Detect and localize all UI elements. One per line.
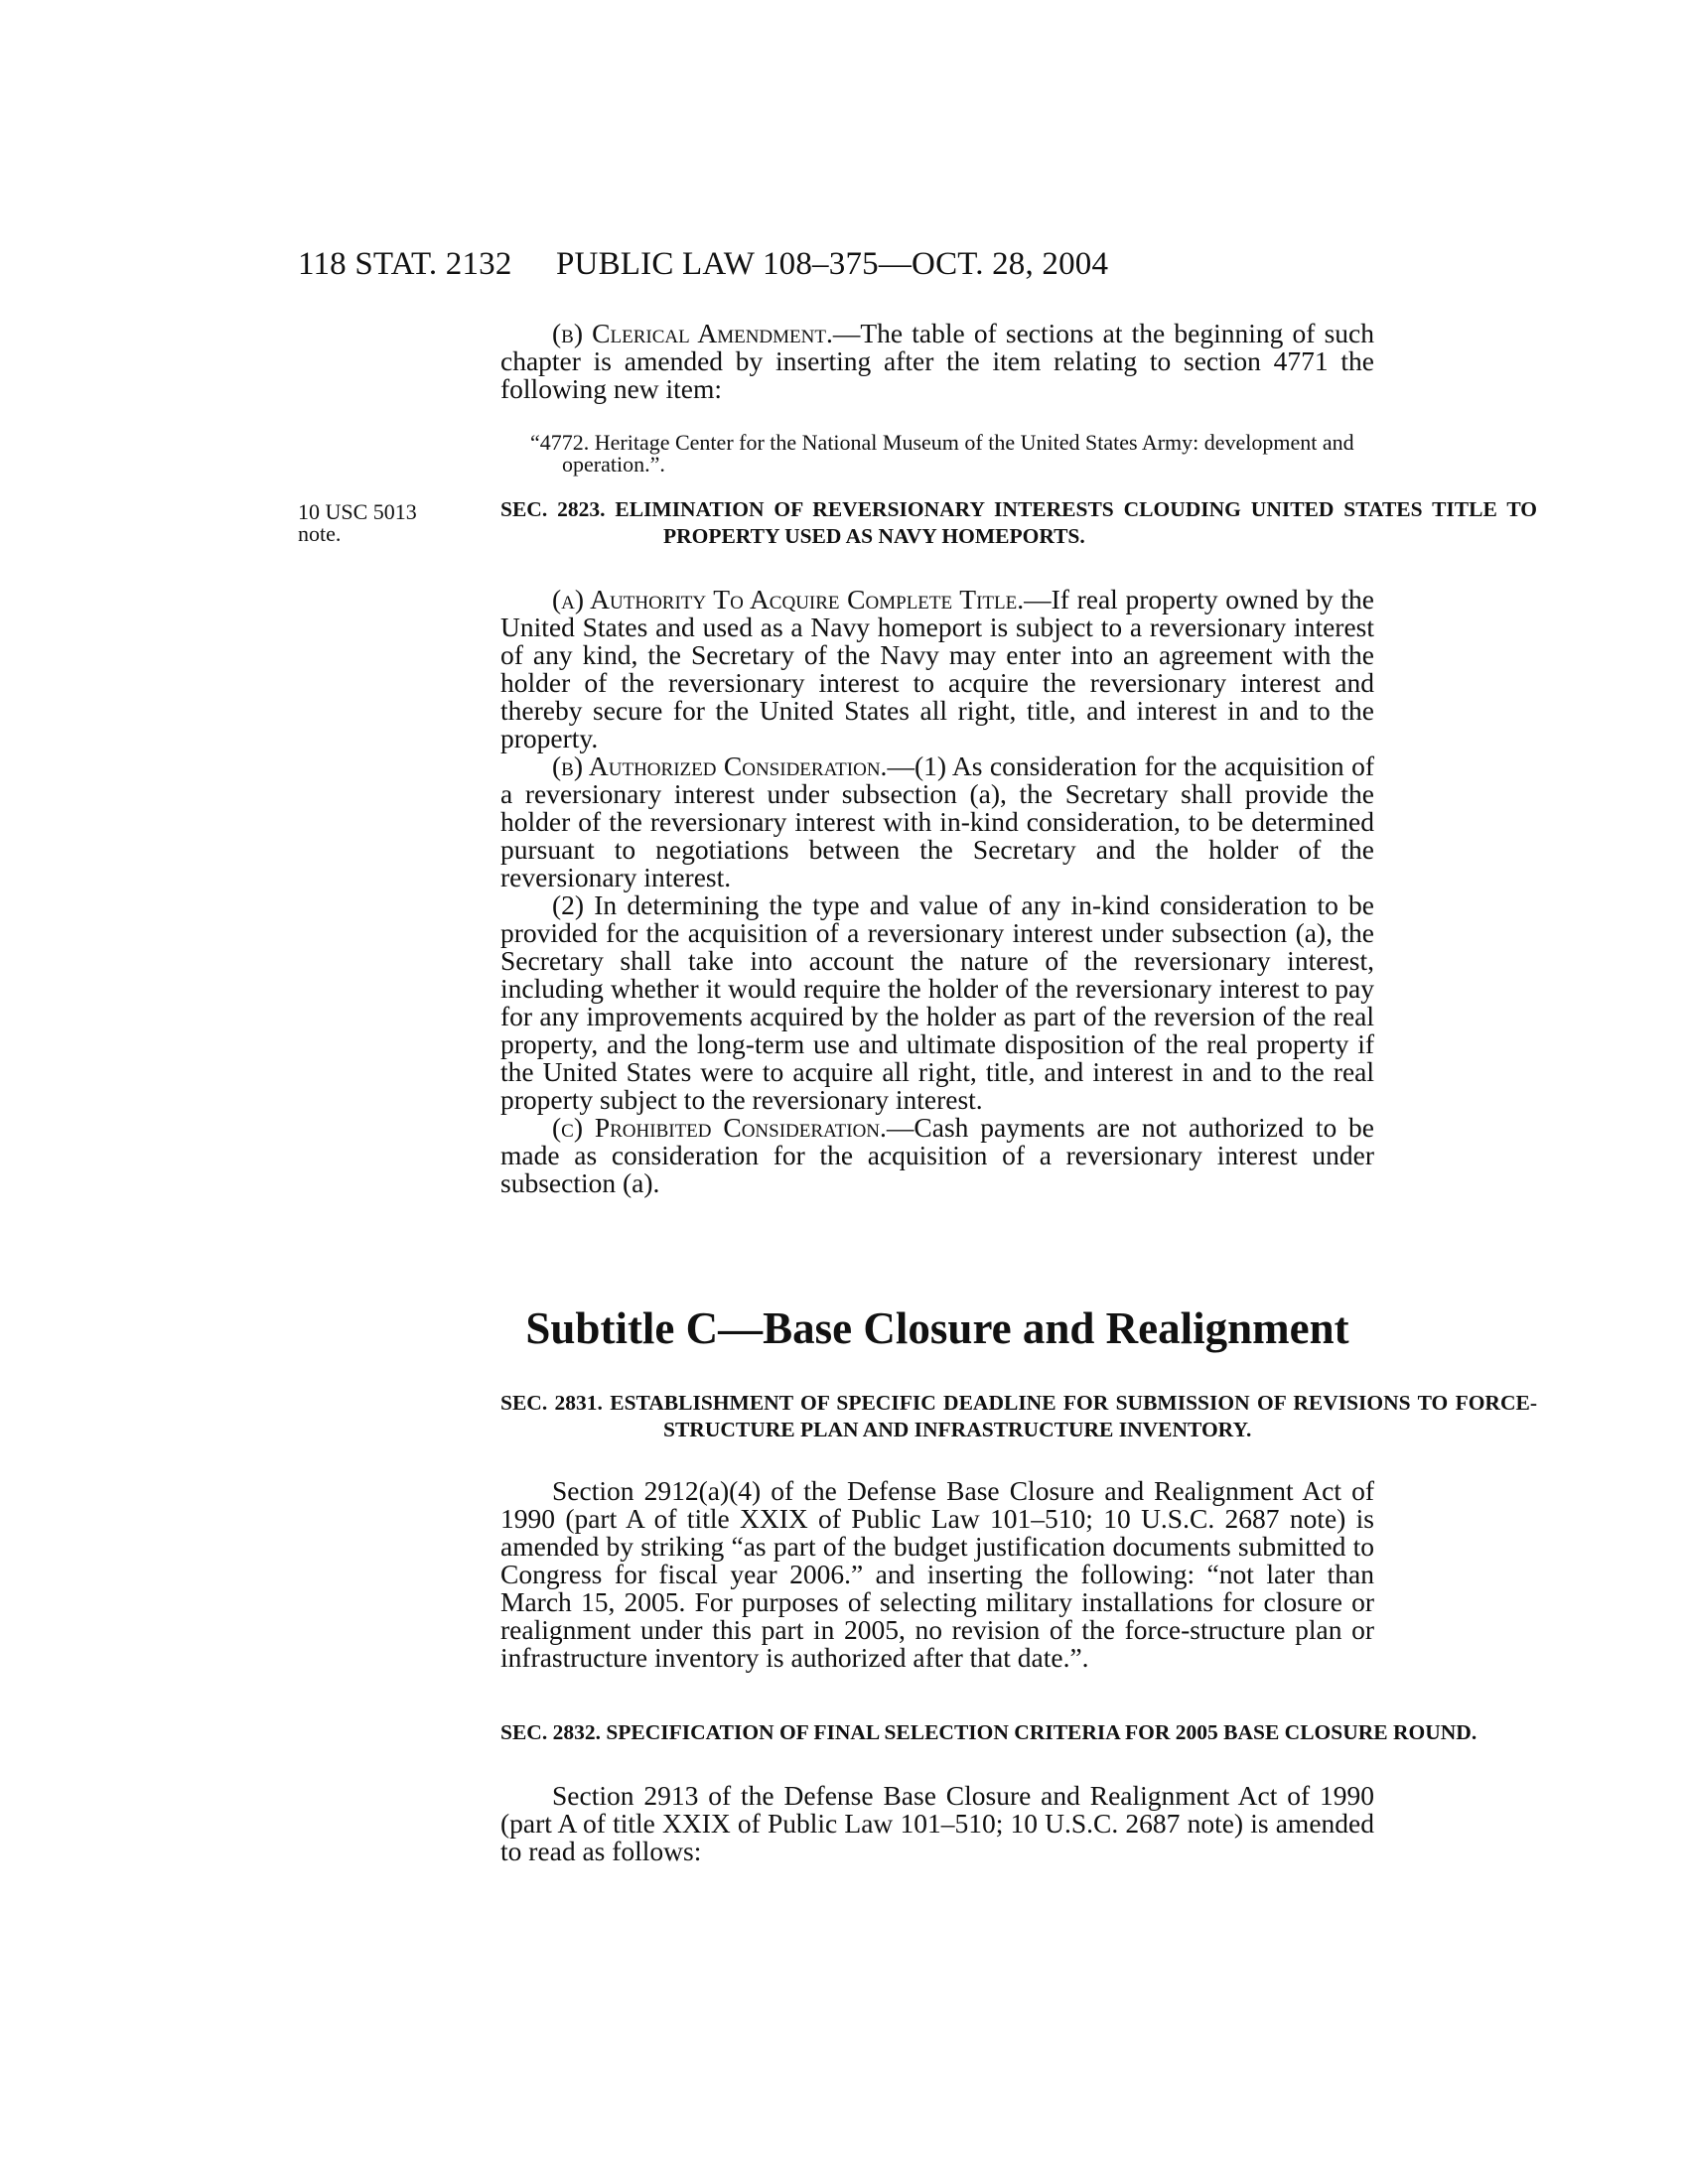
sec-2823-a-label: (a) Authority To Acquire Complete Title. bbox=[552, 584, 1025, 614]
sec-2823-a-text: —If real property owned by the United States and used as a Navy homeport is subject to a reversionary interest of any kind, the Secretary of the Navy may enter into an agreement with the holder of the reversionary interest to acquire the reversionary interest and thereby secure for the United States all right, title, and interest in and to the property. bbox=[500, 584, 1374, 753]
sec-2823-c-label: (c) Prohibited Consideration. bbox=[552, 1112, 887, 1143]
public-law-header: PUBLIC LAW 108–375—OCT. 28, 2004 bbox=[556, 246, 1109, 282]
sec-2823-c-text: —Cash payments are not authorized to be made as consideration for the acquisition of a reversionary interest under subsection (a). bbox=[500, 1112, 1374, 1198]
sec-2823-body bbox=[500, 586, 1374, 1197]
sec-2832-text: Section 2913 of the Defense Base Closure and Realignment Act of 1990 (part A of title XXIX of Public Law 101–510; 10 U.S.C. 2687 note) is amended to read as follows: bbox=[500, 1780, 1374, 1866]
sec-2831-heading: SEC. 2831. ESTABLISHMENT OF SPECIFIC DEADLINE FOR SUBMISSION OF REVISIONS TO FORCE-STRUCTURE PLAN AND INFRASTRUCTURE INVENTORY. bbox=[500, 1391, 1537, 1441]
sec-2823-b-label: (b) Authorized Consideration. bbox=[552, 751, 888, 781]
sec-2831-text: Section 2912(a)(4) of the Defense Base Closure and Realignment Act of 1990 (part A of title XXIX of Public Law 101–510; 10 U.S.C. 2687 note) is amended by striking “as part of the budget justification documents submitted to Congress for fiscal year 2006.” and inserting the following: “not later than March 15, 2005. For purposes of selecting military installations for closure or realignment under this part in 2005, no revision of the force-structure plan or infrastructure inventory is authorized after that date.”. bbox=[500, 1475, 1374, 1673]
clerical-amendment-paragraph bbox=[500, 320, 1374, 403]
clerical-amendment-label: (b) Clerical Amendment. bbox=[552, 318, 833, 348]
sec-2823-subsection-b bbox=[500, 752, 1374, 891]
sec-2823-subsection-c bbox=[500, 1114, 1374, 1197]
subtitle-heading: Subtitle C—Base Closure and Realignment bbox=[525, 1303, 1349, 1353]
quoted-table-item: “4772. Heritage Center for the National Museum of the United States Army: development and operation.”. bbox=[530, 430, 1354, 477]
sec-2823-b-text: —(1) As consideration for the acquisition of a reversionary interest under subsection (a), the Secretary shall provide the holder of the reversionary interest with in-kind consideration, to be determined pursuant to negotiations between the Secretary and the holder of the reversionary interest. bbox=[500, 751, 1374, 892]
sec-2823-heading: SEC. 2823. ELIMINATION OF REVERSIONARY INTERESTS CLOUDING UNITED STATES TITLE TO PROPERTY USED AS NAVY HOMEPORTS. bbox=[500, 497, 1537, 548]
clerical-amendment-text: —The table of sections at the beginning of such chapter is amended by inserting after the item relating to section 4771 the following new item: bbox=[500, 318, 1375, 404]
sec-2832-heading: SEC. 2832. SPECIFICATION OF FINAL SELECTION CRITERIA FOR 2005 BASE CLOSURE ROUND. bbox=[500, 1720, 1477, 1744]
page-stat-number: 118 STAT. 2132 bbox=[298, 246, 512, 282]
margin-note: 10 USC 5013 note. bbox=[298, 499, 417, 546]
sec-2823-subsection-a bbox=[500, 586, 1374, 752]
sec-2823-subsection-b2: (2) In determining the type and value of any in-kind consideration to be provided for the acquisition of a reversionary interest under subsection (a), the Secretary shall take into account the nature of the reversionary interest, including whether it would require the holder of the reversionary interest to pay for any improvements acquired by the holder as part of the reversion of the real property, and the long-term use and ultimate disposition of the real property if the United States were to acquire all right, title, and interest in and to the real property subject to the reversionary interest. bbox=[500, 889, 1374, 1115]
